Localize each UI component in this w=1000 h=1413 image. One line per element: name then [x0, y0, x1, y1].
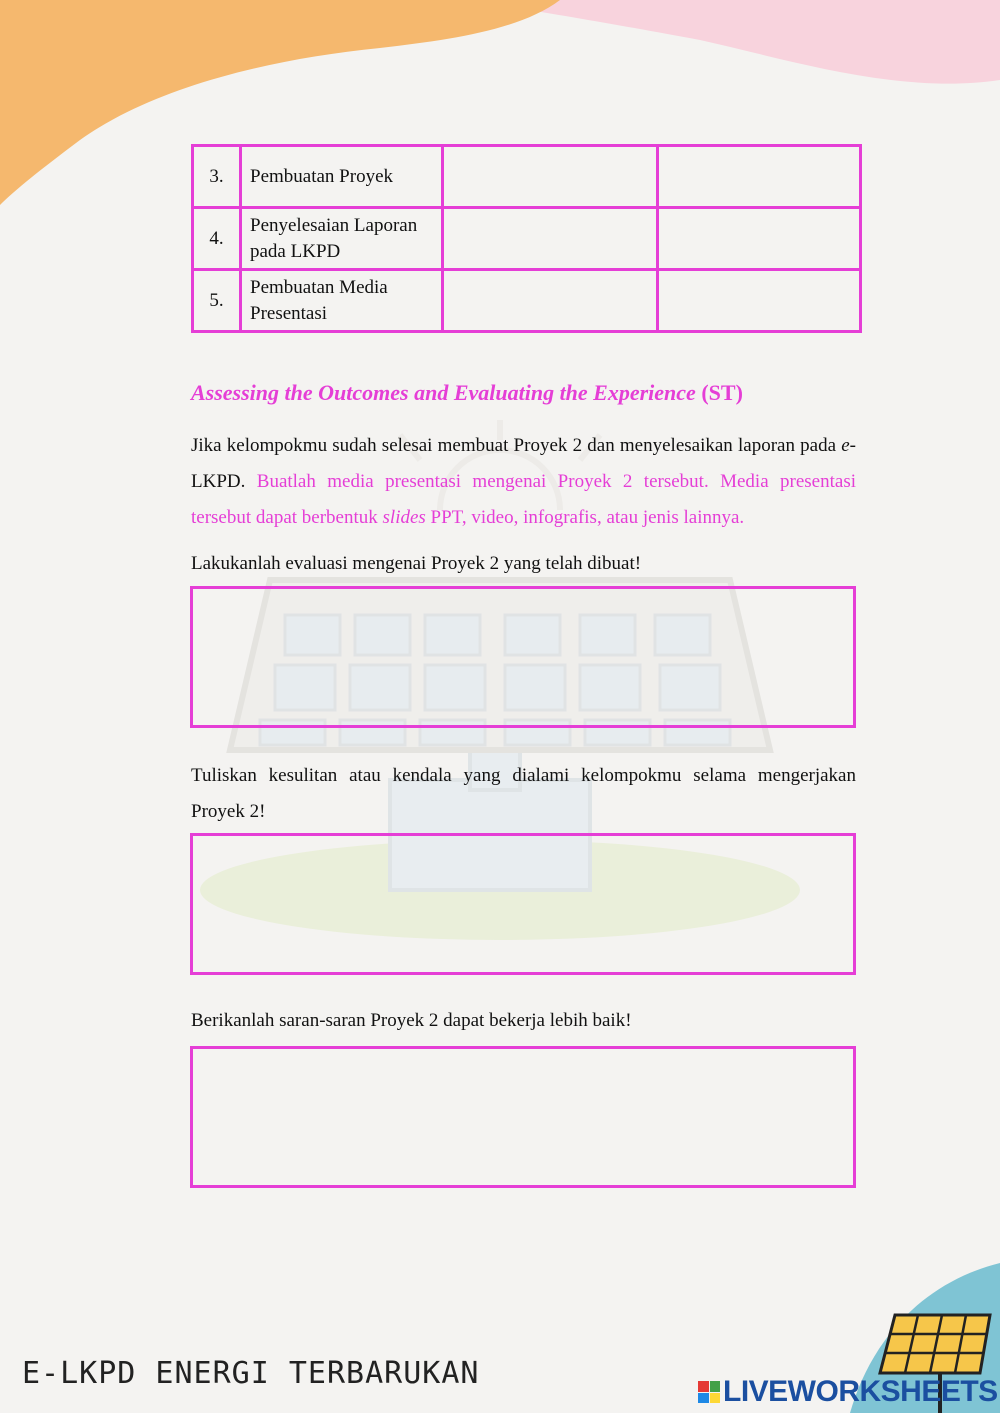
empty-cell[interactable]	[443, 208, 658, 270]
answer-box-difficulties[interactable]	[190, 833, 856, 975]
intro-slides-word: slides	[382, 507, 426, 528]
empty-cell[interactable]	[658, 146, 861, 208]
section-heading-title: Assessing the Outcomes and Evaluating the Experience	[191, 380, 696, 405]
intro-instruction-end: PPT, video, infografis, atau jenis lainnya.	[425, 507, 745, 528]
row-number: 4.	[193, 208, 241, 270]
activity-cell: Pembuatan Media Presentasi	[241, 270, 443, 332]
empty-cell[interactable]	[443, 270, 658, 332]
section-heading	[191, 380, 891, 406]
question-difficulties: Tuliskan kesulitan atau kendala yang dialami kelompokmu selama mengerjakan Proyek 2!	[191, 765, 856, 822]
row-number: 3.	[193, 146, 241, 208]
liveworksheets-logo-text: LIVEWORKSHEETS	[723, 1375, 998, 1408]
row-number: 5.	[193, 270, 241, 332]
section-heading-tag: (ST)	[701, 380, 743, 405]
table-row	[193, 208, 861, 270]
liveworksheets-logo[interactable]	[698, 1375, 998, 1409]
intro-text: Jika kelompokmu sudah selesai membuat Proyek 2 dan menyelesaikan laporan pada	[191, 435, 842, 456]
empty-cell[interactable]	[443, 146, 658, 208]
project-task-table	[191, 144, 862, 333]
intro-paragraph	[191, 428, 856, 536]
activity-cell: Penyelesaian Laporan pada LKPD	[241, 208, 443, 270]
question-evaluation: Lakukanlah evaluasi mengenai Proyek 2 yang telah dibuat!	[191, 553, 642, 574]
empty-cell[interactable]	[658, 208, 861, 270]
intro-e-prefix: e	[841, 435, 850, 456]
answer-box-suggestions[interactable]	[190, 1046, 856, 1188]
empty-cell[interactable]	[658, 270, 861, 332]
table-row	[193, 146, 861, 208]
intro-text-lkpd: -LKPD.	[191, 435, 856, 492]
footer-title: E-LKPD ENERGI TERBARUKAN	[22, 1356, 480, 1391]
intro-instruction: Buatlah media presentasi mengenai Proyek 2 tersebut. Media presentasi tersebut dapat berbentuk	[191, 471, 856, 528]
table-row	[193, 270, 861, 332]
activity-cell: Pembuatan Proyek	[241, 146, 443, 208]
answer-box-evaluation[interactable]	[190, 586, 856, 728]
liveworksheets-logo-icon	[698, 1381, 720, 1403]
question-suggestions: Berikanlah saran-saran Proyek 2 dapat bekerja lebih baik!	[191, 1010, 632, 1031]
